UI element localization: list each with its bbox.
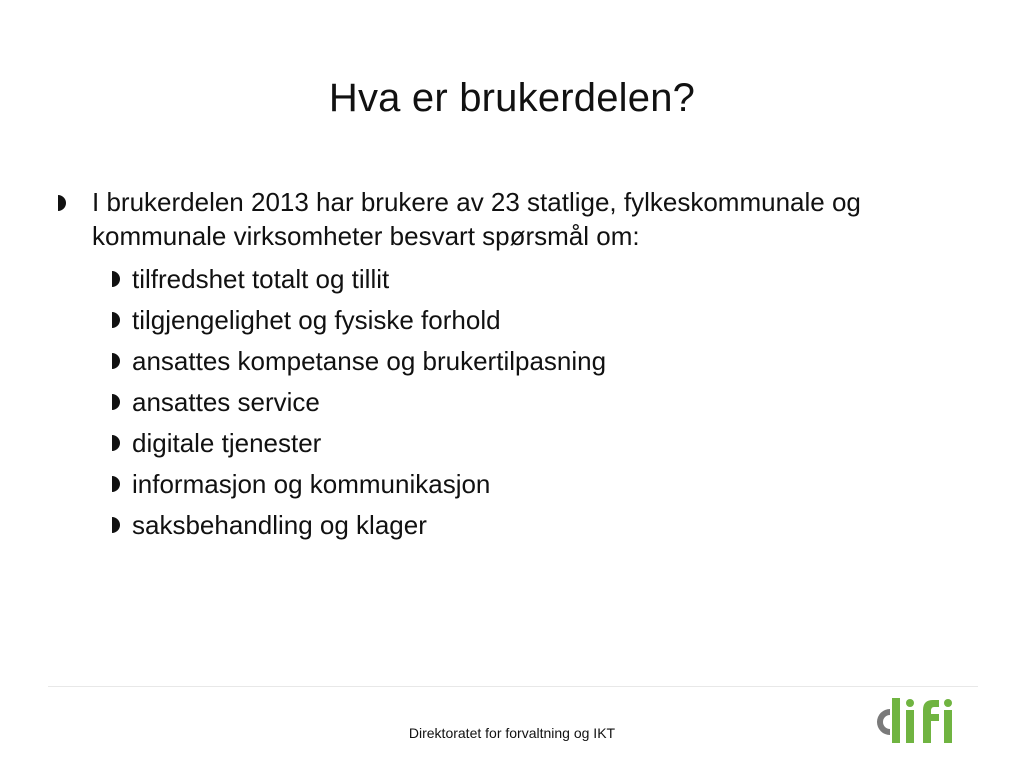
slide-content — [56, 185, 956, 546]
main-bullet-text: I brukerdelen 2013 har brukere av 23 statlige, fylkeskommunale og kommunale virksomheter besvart spørsmål om: — [92, 187, 861, 251]
footer-divider — [48, 686, 978, 687]
sub-bullet-item — [102, 300, 956, 341]
sub-bullet-text: ansattes service — [132, 387, 320, 417]
sub-bullet-item — [102, 341, 956, 382]
half-circle-bullet-icon — [112, 353, 120, 369]
sub-bullet-item — [102, 382, 956, 423]
sub-bullet-text: tilfredshet totalt og tillit — [132, 264, 390, 294]
slide-title: Hva er brukerdelen? — [328, 76, 696, 120]
sub-bullet-item — [102, 505, 956, 546]
footer-organization: Direktoratet for forvaltning og IKT — [408, 725, 616, 741]
half-circle-bullet-icon — [112, 271, 120, 287]
sub-bullet-item — [102, 423, 956, 464]
sub-bullet-text: informasjon og kommunikasjon — [132, 469, 491, 499]
half-circle-bullet-icon — [112, 517, 120, 533]
sub-bullet-list — [56, 259, 956, 546]
sub-bullet-item — [102, 259, 956, 300]
sub-bullet-item — [102, 464, 956, 505]
half-circle-bullet-icon — [112, 312, 120, 328]
main-bullet — [56, 185, 956, 253]
sub-bullet-text: digitale tjenester — [132, 428, 322, 458]
half-circle-bullet-icon — [112, 476, 120, 492]
difi-logo — [876, 694, 976, 748]
half-circle-bullet-icon — [112, 394, 120, 410]
sub-bullet-text: ansattes kompetanse og brukertilpasning — [132, 346, 607, 376]
half-circle-bullet-icon — [58, 195, 66, 211]
half-circle-bullet-icon — [112, 435, 120, 451]
sub-bullet-text: saksbehandling og klager — [132, 510, 427, 540]
sub-bullet-text: tilgjengelighet og fysiske forhold — [132, 305, 501, 335]
